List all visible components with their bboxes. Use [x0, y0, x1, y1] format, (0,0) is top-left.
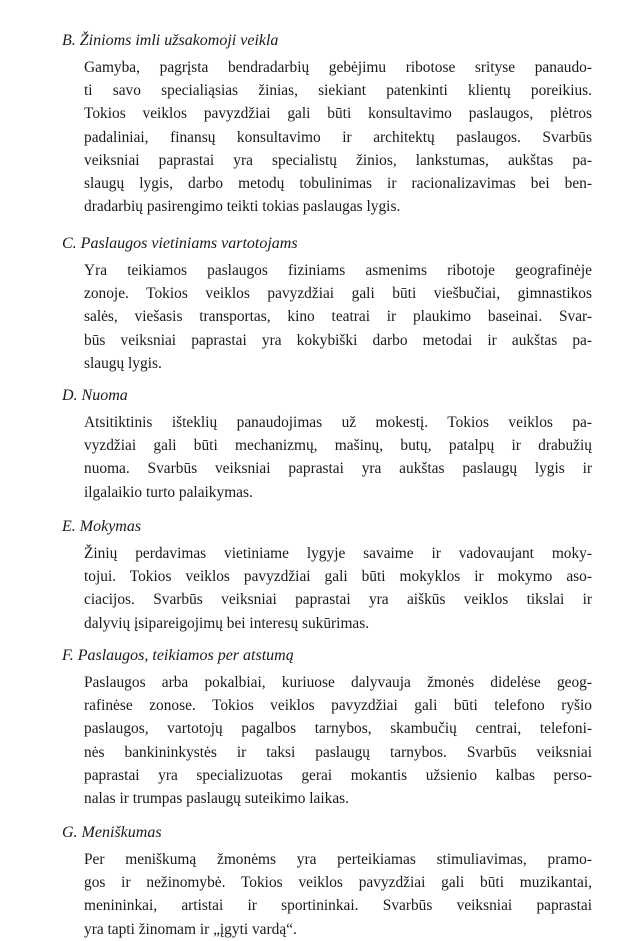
text-line: salės, viešasis transportas, kino teatrai ir plaukimo baseinai. Svar-: [84, 308, 592, 326]
text-line: Tokios veiklos pavyzdžiai gali būti konsultavimo paslaugos, plėtros: [84, 105, 592, 123]
section-f: [62, 645, 592, 810]
section-heading: E. Mokymas: [62, 518, 142, 535]
text-line: dalyvių įsipareigojimų bei interesų sukūrimas.: [84, 614, 370, 632]
text-line: vyzdžiai gali būti mechanizmų, mašinų, butų, patalpų ir drabužių: [84, 437, 592, 455]
text-line: nės bankininkystės ir taksi paslaugų tarnybos. Svarbūs veiksniai: [84, 743, 592, 761]
text-line: Per meniškumą žmonėms yra perteikiamas stimuliavimas, pramo-: [84, 851, 592, 868]
section-heading: D. Nuoma: [62, 387, 128, 404]
section-body: [84, 848, 592, 941]
text-line: paslaugos, vartotojų pagalbos tarnybos, skambučių centrai, telefoni-: [84, 720, 592, 738]
section-heading: G. Meniškumas: [62, 824, 162, 841]
section-body: [84, 671, 592, 810]
text-line: gos ir nežinomybė. Tokios veiklos pavyzdžiai gali būti muzikantai,: [84, 874, 592, 892]
text-line: ti savo specialiąsias žinias, siekiant patenkinti klientų poreikius.: [84, 82, 592, 100]
section-heading: C. Paslaugos vietiniams vartotojams: [62, 235, 298, 252]
section-body: [84, 56, 592, 218]
text-line: paprastai yra specializuotas gerai mokantis užsienio kalbas perso-: [84, 766, 592, 784]
text-line: rafinėse zonose. Tokios veiklos pavyzdžiai gali būti telefono ryšio: [84, 697, 592, 715]
text-line: slaugų lygis, darbo metodų tobulinimas ir racionalizavimas bei ben-: [84, 175, 592, 193]
section-heading: B. Žinioms imli užsakomoji veikla: [62, 32, 279, 49]
text-line: Paslaugos arba pokalbiai, kuriuose dalyvauja žmonės didelėse geog-: [84, 674, 592, 691]
text-line: zonoje. Tokios veiklos pavyzdžiai gali būti viešbučiai, gimnastikos: [84, 285, 592, 303]
section-body: [84, 259, 592, 375]
text-line: menininkai, artistai ir sportininkai. Svarbūs veiksniai paprastai: [84, 897, 592, 915]
text-line: ilgalaikio turto palaikymas.: [84, 483, 253, 501]
section-body: [84, 542, 592, 635]
section-d: [62, 385, 592, 504]
section-c: [62, 233, 592, 375]
text-line: slaugų lygis.: [84, 354, 162, 372]
text-line: Yra teikiamos paslaugos fiziniams asmenims ribotoje geografinėje: [84, 262, 592, 279]
section-g: [62, 822, 592, 941]
text-line: nalas ir trumpas paslaugų suteikimo laikas.: [84, 790, 350, 808]
section-b: [62, 30, 592, 218]
text-line: tojui. Tokios veiklos pavyzdžiai gali būti mokyklos ir mokymo aso-: [84, 568, 592, 586]
text-line: būs veiksniai paprastai yra kokybiški darbo metodai ir aukštas pa-: [84, 331, 592, 349]
text-line: padaliniai, finansų konsultavimo ir architektų paslaugos. Svarbūs: [84, 128, 592, 146]
text-line: Žinių perdavimas vietiniame lygyje savaime ir vadovaujant moky-: [84, 545, 592, 562]
section-heading: F. Paslaugos, teikiamos per atstumą: [62, 647, 294, 664]
section-body: [84, 411, 592, 504]
text-line: veiksniai paprastai yra specialistų žinios, lankstumas, aukštas pa-: [84, 151, 592, 169]
text-line: yra tapti žinomam ir „įgyti vardą“.: [84, 920, 297, 938]
text-line: ciacijos. Svarbūs veiksniai paprastai yra aiškūs veiklos tikslai ir: [84, 591, 592, 609]
text-line: dradarbių pasirengimo teikti tokias paslaugas lygis.: [84, 198, 401, 216]
text-line: Atsitiktinis išteklių panaudojimas už mokestį. Tokios veiklos pa-: [84, 414, 592, 431]
text-line: Gamyba, pagrįsta bendradarbių gebėjimu ribotose srityse panaudo-: [84, 59, 592, 76]
text-line: nuoma. Svarbūs veiksniai paprastai yra aukštas paslaugų lygis ir: [84, 460, 592, 478]
section-e: [62, 516, 592, 635]
